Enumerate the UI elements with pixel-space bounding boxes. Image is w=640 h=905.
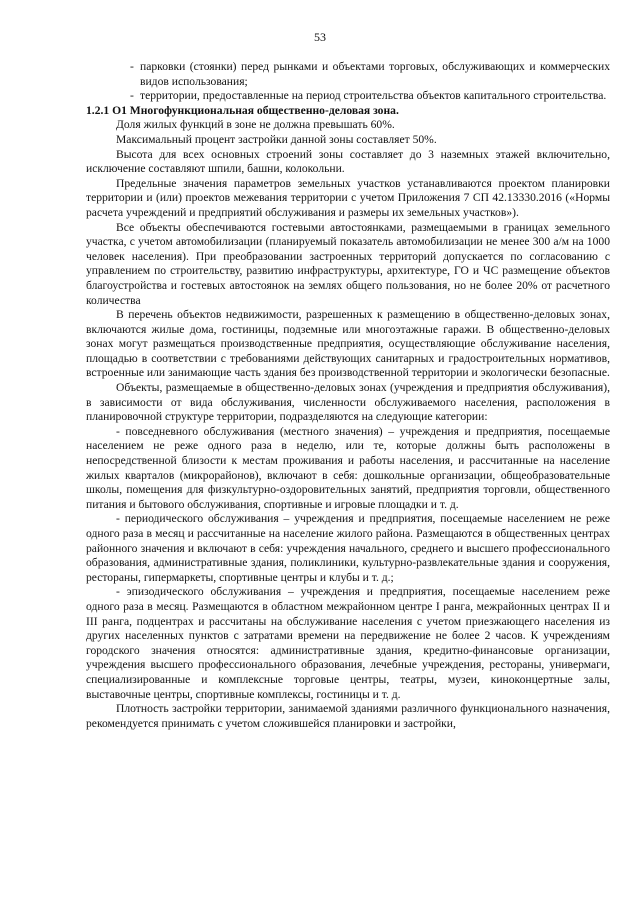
bullet-dash: - <box>130 60 134 73</box>
list-paragraph: - повседневного обслуживания (местного значения) – учреждения и предприятия, посещаемые населением не реже одного раза в неделю, или те, которые должны быть расположены в непосредственной близости к местам проживания и работы населения, и рассчитанные на население жилых кварталов (микрорайонов), включают в себя: дошкольные организации, общеобразовательные школы, помещения для физкультурно-оздоровительных занятий, предприятия торговли, общественного питания и бытового обслуживания, спортивные и игровые площадки и т. д. <box>86 424 610 511</box>
bullet-dash: - <box>130 89 134 103</box>
bullet-item <box>86 60 610 89</box>
bullet-text: территории, предоставленные на период строительства объектов капитального строительства. <box>140 89 607 103</box>
page-content <box>86 60 610 731</box>
bullet-text: парковки (стоянки) перед рынками и объектами торговых, обслуживающих и коммерческих видов использования; <box>140 60 610 88</box>
page-number: 53 <box>314 30 326 44</box>
paragraph: Все объекты обеспечиваются гостевыми автостоянками, размещаемыми в границах земельного участка, с учетом автомобилизации (планируемый показатель автомобилизации не менее 300 а/м на 1000 человек населения). При преобразовании застроенных территорий допускается по согласованию с управлением по строительству, развитию инфраструктуры, архитектуре, ГО и ЧС размещение объектов благоустройства и гостевых автостоянок на землях общего пользования, но не более 20% от расчетного количества <box>86 220 610 307</box>
paragraph: Предельные значения параметров земельных участков устанавливаются проектом планировки территории и (или) проектов межевания территории с учетом Приложения 7 СП 42.13330.2016 («Нормы расчета учреждений и предприятий обслуживания и размеры их земельных участков»). <box>86 176 610 219</box>
section-heading: 1.2.1 О1 Многофункциональная общественно-деловая зона. <box>86 103 399 117</box>
bullet-item <box>86 89 610 104</box>
list-paragraph: - периодического обслуживания – учреждения и предприятия, посещаемые населением не реже одного раза в месяц и рассчитанные на население жилого района. Размещаются в общественных центрах районного значения и включают в себя: учреждения начального, среднего и высшего профессионального образования, административные здания, поликлиники, культурно-развлекательные здания и сооружения, рестораны, гипермаркеты, спортивные центры и клубы и т. д.; <box>86 512 610 584</box>
list-paragraph: - эпизодического обслуживания – учреждения и предприятия, посещаемые населением реже одного раза в месяц. Размещаются в областном межрайонном центре I ранга, межрайонных центрах II и III ранга, подцентрах и рассчитаны на обслуживание населения с учетом приезжающего населения из других населенных пунктов с затратами времени на передвижение не более 2 часов. К учреждениям городского значения относятся: административные здания, кредитно-финансовые организации, учреждения высшего профессионального образования, лечебные учреждения, рестораны, универмаги, специализированные и комплексные торговые центры, театры, музеи, киноконцертные залы, выставочные центры, спортивные комплексы, гостиницы и т. д. <box>86 585 610 701</box>
paragraph: Максимальный процент застройки данной зоны составляет 50%. <box>116 132 437 146</box>
paragraph: Доля жилых функций в зоне не должна превышать 60%. <box>116 118 395 132</box>
paragraph: В перечень объектов недвижимости, разрешенных к размещению в общественно-деловых зонах, включаются жилые дома, гостиницы, подземные или многоэтажные гаражи. В общественно-деловых зонах могут размещаться производственные предприятия, осуществляющие обслуживание населения, площадью в соответствии с требованиями действующих санитарных и градостроительных нормативов, встроенные или занимающие часть здания без производственной территории и экологически безопасные. <box>86 308 610 380</box>
paragraph: Плотность застройки территории, занимаемой зданиями различного функционального назначения, рекомендуется принимать с учетом сложившейся планировки и застройки, <box>86 702 610 730</box>
paragraph: Высота для всех основных строений зоны составляет до 3 наземных этажей включительно, исключение составляют шпили, башни, колокольни. <box>86 147 610 176</box>
paragraph: Объекты, размещаемые в общественно-деловых зонах (учреждения и предприятия обслуживания), в зависимости от вида обслуживания, численности обслуживаемого населения, расположения в планировочной структуре территории, подразделяются на следующие категории: <box>86 381 610 424</box>
